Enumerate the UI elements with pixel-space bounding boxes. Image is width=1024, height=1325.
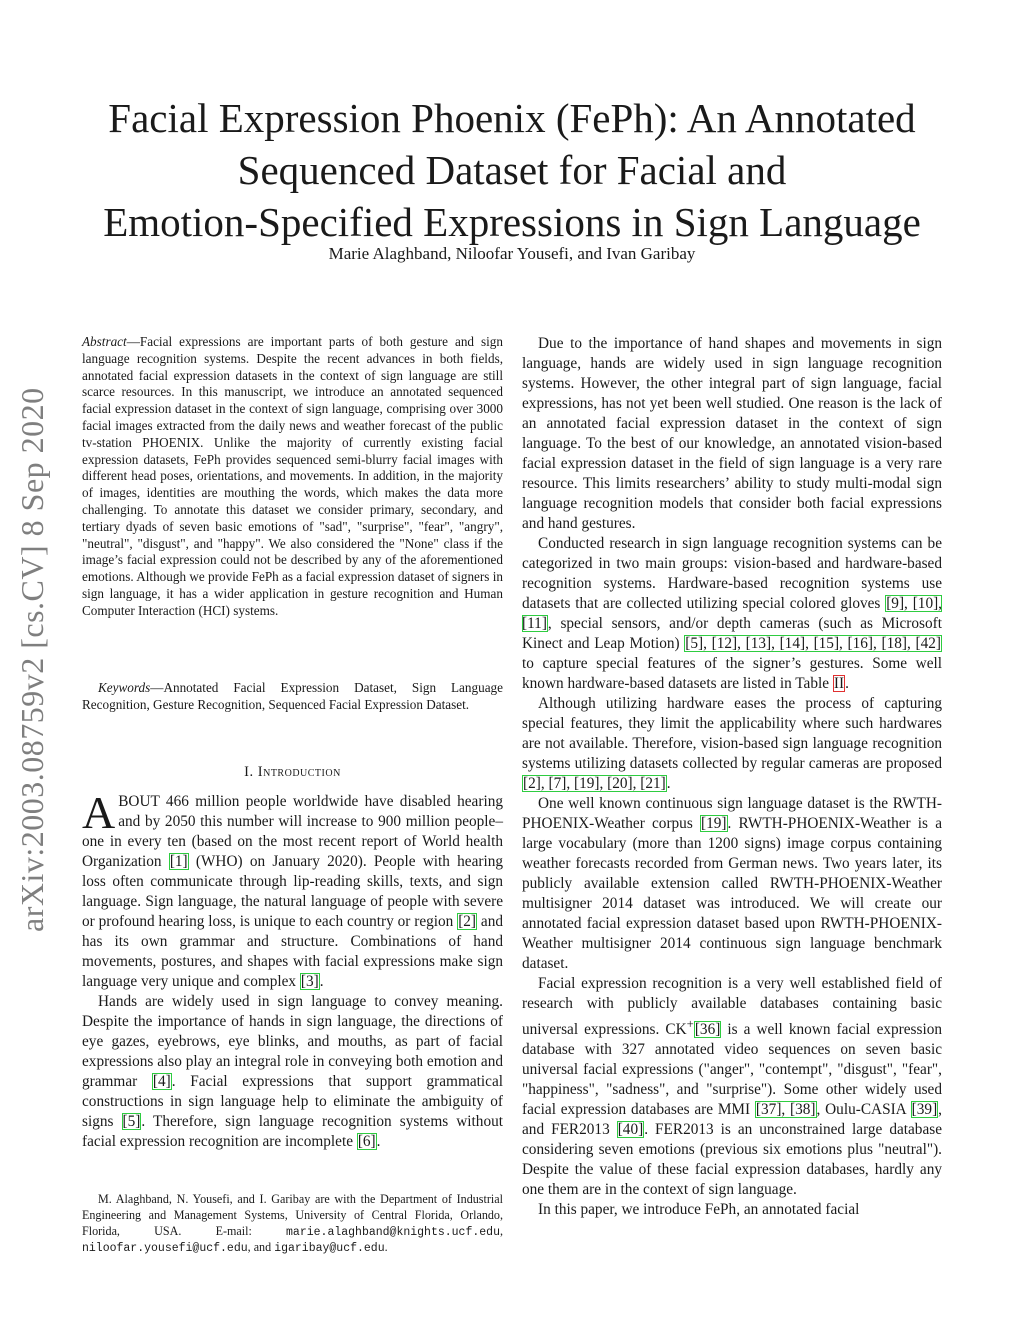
footnote-text: , [499, 1223, 503, 1238]
right-paragraph-1: Due to the importance of hand shapes and movements in sign language, hands are widely used in sign language recognition systems. However, the other integral part of sign language, facial expressions, has not yet been well studied. One reason is the lack of an annotated facial expression dataset in the context of sign language. To the best of our knowledge, an annotated vision-based facial expression dataset in the field of sign language is a very rare resource. This limits researchers’ ability to study multi-modal sign language recognition models that consider both facial expressions and hand gestures. [522, 335, 942, 532]
citation-link[interactable]: [39] [911, 1101, 938, 1119]
right-paragraph-4 [522, 794, 942, 974]
citation-link[interactable]: [5] [122, 1113, 141, 1130]
right-paragraph-2 [522, 534, 942, 694]
body-text: is a well known facial expression database with 327 annotated video sequences on seven basic universal facial expressions ("anger", "contempt", "disgust", "fear", "happiness", "sadness", and "surprise"). Some other widely used facial expression databases are MMI [522, 1021, 942, 1119]
citation-link[interactable]: [19] [701, 815, 727, 832]
abstract-label: Abstract [82, 334, 127, 349]
email-link[interactable]: marie.alaghband@knights.ucf.edu [286, 1225, 500, 1239]
arxiv-identifier-stamp: arXiv:2003.08759v2 [cs.CV] 8 Sep 2020 [14, 387, 50, 933]
title-line-2: Sequenced Dataset for Facial and [237, 147, 787, 193]
paper-title [80, 92, 944, 248]
author-list: Marie Alaghband, Niloofar Yousefi, and Ivan Garibay [328, 244, 696, 263]
citation-link[interactable]: [5], [12], [13], [14], [15], [16], [18], [42] [685, 635, 941, 652]
title-line-1: Facial Expression Phoenix (FePh): An Annotated [108, 95, 916, 141]
keywords-label: Keywords [98, 680, 151, 695]
body-text: . FER2013 is an unconstrained large database considering seven emotions (previous six emotions plus "neutral"). Despite the value of these facial expression databases, hardly any one them are in the context of sign language. [522, 1121, 942, 1199]
intro-text: Hands are widely used in sign language to convey meaning. Despite the importance of hands in sign language, the directions of eye gazes, eyebrows, eye blinks, and mouths, as part of facial expressions also play an integral role in conveying both emotion and grammar [82, 993, 503, 1090]
footnote-text: . [384, 1240, 388, 1255]
intro-paragraph-1 [82, 787, 503, 992]
email-link[interactable]: igaribay@ucf.edu [274, 1242, 385, 1256]
table-reference-link[interactable]: II [833, 675, 845, 692]
right-column-body [522, 334, 942, 1220]
body-text: , and FER2013 [522, 1101, 942, 1139]
intro-text: and has its own grammar and structure. Combinations of hand movements, postures, and shapes with facial expressions make sign language very unique and complex [82, 913, 503, 990]
footnote-text: , and [247, 1240, 275, 1255]
intro-text: . [319, 973, 324, 990]
right-paragraph-6: In this paper, we introduce FePh, an annotated facial [538, 1201, 860, 1219]
body-text: Conducted research in sign language recognition systems can be categorized in two main groups: vision-based and hardware-based recognition systems. Hardware-based recognition systems use datasets that are collected utilizing special colored gloves [522, 535, 942, 612]
body-text: One well known continuous sign language dataset is the RWTH-PHOENIX-Weather corpus [522, 795, 942, 832]
footnote-text: M. Alaghband, N. Yousefi, and I. Garibay are with the Department of Industrial Engineering and Management Systems, University of Central Florida, Orlando, Florida, USA. E-mail: [82, 1192, 503, 1238]
citation-link[interactable]: [40] [617, 1121, 644, 1139]
section-number: I. [244, 764, 254, 780]
keywords [82, 680, 503, 714]
body-text: . [845, 675, 849, 692]
intro-text: . Therefore, sign language recognition systems without facial expression recognition are incomplete [82, 1113, 503, 1150]
abstract-text: —Facial expressions are important parts of both gesture and sign language recognition systems. Despite the recent advances in both fields, annotated facial expression datasets in the context of sign language are still scarce resources. In this manuscript, we introduce an annotated sequenced facial expression dataset in the context of sign language, comprising over 3000 facial images extracted from the daily news and weather forecast of the public tv-station PHOENIX. Unlike the majority of currently existing facial expression datasets, FePh provides sequenced semi-blurry facial images with different head poses, orientations, and movements. In addition, in the majority of images, identities are mouthing the words, which makes the data more challenging. To annotate this dataset we consider primary, secondary, and tertiary dyads of seven basic emotions of "sad", "surprise", "fear", "angry", "neutral", "disgust", and "happy". We also considered the "None" class if the image’s facial expression could not be described by any of the aforementioned emotions. Although we provide FePh as a facial expression dataset of signers in sign language, it has a wider application in gesture recognition and Human Computer Interaction (HCI) systems. [82, 334, 503, 618]
right-paragraph-5 [522, 974, 942, 1200]
affiliation-footnote [82, 1192, 503, 1257]
body-text: Facial expression recognition is a very well established field of research with publicly available databases containing basic universal expressions. CK [522, 975, 942, 1039]
citation-link[interactable]: [3] [300, 973, 319, 990]
body-text: , Oulu-CASIA [816, 1101, 911, 1119]
citation-link[interactable]: [36] [694, 1021, 721, 1039]
citation-link[interactable]: [2], [7], [19], [20], [21] [523, 775, 666, 792]
body-text: , special sensors, and/or depth cameras (such as Microsoft Kinect and Leap Motion) [522, 615, 942, 652]
superscript-plus: + [686, 1017, 694, 1031]
intro-paragraph-2 [82, 992, 503, 1152]
intro-text: (WHO) on January 2020). People with hearing loss often communicate through lip-reading skills, texts, and sign language. Sign language, the natural language of people with severe or profound hearing loss, is unique to each country or region [82, 853, 503, 930]
body-text: . RWTH-PHOENIX-Weather is a large vocabulary (more than 1200 signs) image corpus containing weather forecasts recorded from German news. Two years later, its publicly available extension called RWTH-PHOENIX-Weather multisigner 2014 dataset was introduced. We will create our annotated facial expression dataset based upon RWTH-PHOENIX-Weather multisigner 2014 continuous sign language benchmark dataset. [522, 815, 943, 972]
email-link[interactable]: niloofar.yousefi@ucf.edu [82, 1242, 248, 1256]
citation-link[interactable]: [6] [357, 1133, 376, 1150]
citation-link[interactable]: [37], [38] [755, 1101, 816, 1119]
right-paragraph-3 [522, 694, 942, 794]
abstract [82, 334, 503, 620]
body-text: Although utilizing hardware eases the process of capturing special features, they limit the applicability where such hardwares are not available. Therefore, vision-based sign language recognition systems utilizing datasets collected by regular cameras are proposed [522, 695, 942, 772]
intro-text: BOUT 466 million people worldwide have disabled hearing and by 2050 this number will increase to 900 million people–one in every ten (based on the most recent report of World health Organization [82, 793, 503, 870]
section-heading-introduction [82, 764, 503, 781]
section-title: Introduction [257, 764, 341, 780]
introduction-body [82, 787, 503, 1152]
intro-text: . [376, 1133, 381, 1150]
drop-cap-letter: A [82, 787, 116, 838]
citation-link[interactable]: [9], [10], [11] [522, 595, 943, 632]
intro-text: . Facial expressions that support grammatical constructions in sign language help to eliminate the ambiguity of signs [82, 1073, 503, 1130]
citation-link[interactable]: [2] [458, 913, 477, 930]
citation-link[interactable]: [4] [152, 1073, 171, 1090]
title-line-3: Emotion-Specified Expressions in Sign Language [103, 199, 921, 245]
body-text: to capture special features of the signer’s gestures. Some well known hardware-based datasets are listed in Table [522, 655, 942, 692]
keywords-text: —Annotated Facial Expression Dataset, Sign Language Recognition, Gesture Recognition, Sequenced Facial Expression Dataset. [82, 680, 503, 712]
body-text: . [666, 775, 671, 792]
citation-link[interactable]: [1] [169, 853, 188, 870]
